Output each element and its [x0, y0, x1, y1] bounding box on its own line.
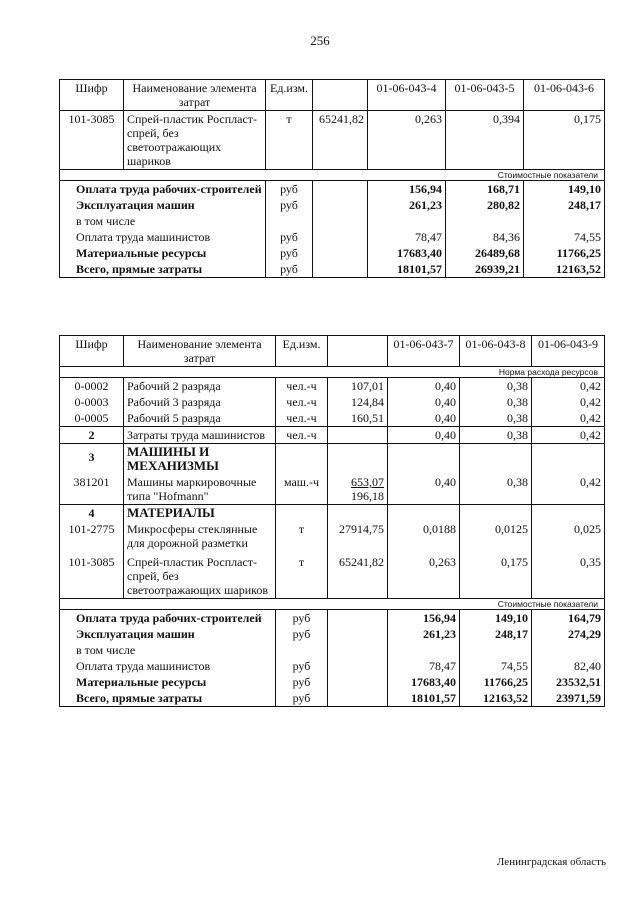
- cost-value-3: 11766,25: [524, 245, 605, 261]
- row-value-3: 0,35: [532, 551, 605, 599]
- row-price: 107,01: [328, 378, 388, 395]
- table-row: [60, 474, 605, 505]
- cost-unit: руб: [266, 245, 313, 261]
- cost-value-2: 26939,21: [446, 261, 524, 278]
- row-code: 101-3085: [60, 551, 124, 599]
- item-code: 101-3085: [60, 111, 124, 170]
- item-unit: т: [266, 111, 313, 170]
- table-row: [60, 111, 605, 170]
- row-unit: чел.-ч: [276, 378, 328, 395]
- cost-name: в том числе: [60, 642, 276, 658]
- cost-name: Оплата труда машинистов: [60, 658, 276, 674]
- row-value-2: 0,175: [460, 551, 532, 599]
- table-row: [60, 551, 605, 599]
- cost-name: Всего, прямые затраты: [60, 261, 266, 278]
- row-name: Затраты труда машинистов: [124, 427, 276, 444]
- header-price: [313, 80, 368, 111]
- section-row: [60, 444, 605, 475]
- row-price-2: 196,18: [351, 489, 384, 503]
- section-row: [60, 505, 605, 522]
- cost-name: Оплата труда машинистов: [60, 229, 266, 245]
- row-value-1: 0,40: [388, 427, 460, 444]
- cost-unit: руб: [276, 626, 328, 642]
- cost-row: [60, 245, 605, 261]
- row-code: 0-0002: [60, 378, 124, 395]
- cost-value-1: 156,94: [388, 610, 460, 627]
- cost-name: в том числе: [60, 213, 266, 229]
- row-name: Рабочий 2 разряда: [124, 378, 276, 395]
- cost-unit: руб: [276, 610, 328, 627]
- cost-name: Оплата труда рабочих-строителей: [60, 610, 276, 627]
- cost-name: Эксплуатация машин: [60, 197, 266, 213]
- section-note: Стоимостные показатели: [60, 599, 605, 610]
- item-value-3: 0,175: [524, 111, 605, 170]
- cost-value-3: 248,17: [524, 197, 605, 213]
- row-unit: чел.-ч: [276, 394, 328, 410]
- header-col-1: 01-06-043-4: [368, 80, 446, 111]
- cost-unit: руб: [276, 690, 328, 707]
- cost-unit: руб: [276, 674, 328, 690]
- row-value-1: 0,40: [388, 410, 460, 427]
- row-unit: т: [276, 521, 328, 551]
- header-col-1: 01-06-043-7: [388, 336, 460, 367]
- item-price: 65241,82: [313, 111, 368, 170]
- cost-table-2: [59, 335, 605, 707]
- row-value-2: 0,38: [460, 394, 532, 410]
- row-price: 27914,75: [328, 521, 388, 551]
- cost-value-3: 23532,51: [532, 674, 605, 690]
- cost-name: Материальные ресурсы: [60, 674, 276, 690]
- cost-unit: руб: [266, 229, 313, 245]
- page-number: 256: [310, 33, 330, 48]
- row-value-2: 0,38: [460, 410, 532, 427]
- item-value-1: 0,263: [368, 111, 446, 170]
- table-row: [60, 410, 605, 427]
- row-value-3: 0,42: [532, 410, 605, 427]
- row-value-3: 0,42: [532, 394, 605, 410]
- section-code: 3: [60, 444, 124, 475]
- cost-value-1: 156,94: [368, 181, 446, 198]
- row-value-1: 0,0188: [388, 521, 460, 551]
- row-price: [328, 474, 388, 505]
- table-row: [60, 394, 605, 410]
- footer-region: Ленинградская область: [496, 856, 606, 868]
- cost-row: [60, 213, 605, 229]
- header-col-3: 01-06-043-6: [524, 80, 605, 111]
- row-value-1: 0,40: [388, 474, 460, 505]
- cost-value-1: 78,47: [388, 658, 460, 674]
- cost-value-3: 82,40: [532, 658, 605, 674]
- section-note: Стоимостные показатели: [60, 170, 605, 181]
- cost-row: [60, 626, 605, 642]
- header-code: Шифр: [60, 80, 124, 111]
- header-col-2: 01-06-043-5: [446, 80, 524, 111]
- row-code: 0-0003: [60, 394, 124, 410]
- cost-unit: руб: [266, 261, 313, 278]
- table-row: [60, 427, 605, 444]
- cost-row: [60, 658, 605, 674]
- cost-value-1: 261,23: [368, 197, 446, 213]
- row-value-3: 0,42: [532, 378, 605, 395]
- row-code: 381201: [60, 474, 124, 505]
- section-code: 4: [60, 505, 124, 522]
- cost-value-1: 17683,40: [368, 245, 446, 261]
- cost-row: [60, 261, 605, 278]
- cost-unit: руб: [276, 658, 328, 674]
- cost-value-2: 12163,52: [460, 690, 532, 707]
- cost-value-2: 74,55: [460, 658, 532, 674]
- row-code: 0-0005: [60, 410, 124, 427]
- cost-value-1: 261,23: [388, 626, 460, 642]
- row-name: Спрей-пластик Роспласт-спрей, без светоотражающих шариков: [124, 551, 276, 599]
- row-value-1: 0,40: [388, 394, 460, 410]
- cost-row: [60, 610, 605, 627]
- item-name: Спрей-пластик Роспласт-спрей, без светоотражающих шариков: [124, 111, 266, 170]
- row-value-2: 0,38: [460, 474, 532, 505]
- cost-value-2: 248,17: [460, 626, 532, 642]
- row-price: 160,51: [328, 410, 388, 427]
- cost-value-2: 11766,25: [460, 674, 532, 690]
- row-price: [328, 427, 388, 444]
- table-row: [60, 521, 605, 551]
- cost-value-2: 280,82: [446, 197, 524, 213]
- header-name: Наименование элемента затрат: [124, 336, 276, 367]
- cost-unit: руб: [266, 181, 313, 198]
- cost-value-2: 84,36: [446, 229, 524, 245]
- row-name: Рабочий 5 разряда: [124, 410, 276, 427]
- cost-value-2: 149,10: [460, 610, 532, 627]
- cost-table-1: [59, 79, 605, 278]
- cost-value-3: 164,79: [532, 610, 605, 627]
- row-price-1: 653,07: [351, 475, 384, 489]
- table-header-row: [60, 80, 605, 111]
- cost-row: [60, 642, 605, 658]
- cost-row: [60, 197, 605, 213]
- row-value-1: 0,263: [388, 551, 460, 599]
- cost-value-1: 18101,57: [388, 690, 460, 707]
- row-value-1: 0,40: [388, 378, 460, 395]
- item-value-2: 0,394: [446, 111, 524, 170]
- header-price: [328, 336, 388, 367]
- row-value-2: 0,38: [460, 378, 532, 395]
- cost-name: Материальные ресурсы: [60, 245, 266, 261]
- cost-row: [60, 181, 605, 198]
- row-value-3: 0,025: [532, 521, 605, 551]
- cost-name: Оплата труда рабочих-строителей: [60, 181, 266, 198]
- cost-value-2: 168,71: [446, 181, 524, 198]
- table-header-row: [60, 336, 605, 367]
- row-code: 101-2775: [60, 521, 124, 551]
- row-value-2: 0,0125: [460, 521, 532, 551]
- header-code: Шифр: [60, 336, 124, 367]
- header-col-3: 01-06-043-9: [532, 336, 605, 367]
- cost-row: [60, 229, 605, 245]
- row-price: 65241,82: [328, 551, 388, 599]
- cost-name: Всего, прямые затраты: [60, 690, 276, 707]
- cost-name: Эксплуатация машин: [60, 626, 276, 642]
- cost-row: [60, 674, 605, 690]
- row-value-2: 0,38: [460, 427, 532, 444]
- header-col-2: 01-06-043-8: [460, 336, 532, 367]
- row-code: 2: [60, 427, 124, 444]
- row-value-3: 0,42: [532, 474, 605, 505]
- cost-value-1: 78,47: [368, 229, 446, 245]
- cost-value-3: 12163,52: [524, 261, 605, 278]
- row-unit: чел.-ч: [276, 427, 328, 444]
- cost-value-2: 26489,68: [446, 245, 524, 261]
- row-unit: т: [276, 551, 328, 599]
- header-unit: Ед.изм.: [276, 336, 328, 367]
- header-unit: Ед.изм.: [266, 80, 313, 111]
- row-name: Микросферы стеклянные для дорожной разметки: [124, 521, 276, 551]
- section-title: МАШИНЫ И МЕХАНИЗМЫ: [124, 444, 276, 475]
- table-row: [60, 378, 605, 395]
- cost-value-1: 17683,40: [388, 674, 460, 690]
- cost-value-3: 149,10: [524, 181, 605, 198]
- cost-value-3: 74,55: [524, 229, 605, 245]
- cost-row: [60, 690, 605, 707]
- norm-note: Норма расхода ресурсов: [60, 367, 605, 378]
- row-unit: чел.-ч: [276, 410, 328, 427]
- header-name: Наименование элемента затрат: [124, 80, 266, 111]
- row-name: Машины маркировочные типа "Hofmann": [124, 474, 276, 505]
- cost-value-3: 274,29: [532, 626, 605, 642]
- row-price: 124,84: [328, 394, 388, 410]
- cost-unit: руб: [266, 197, 313, 213]
- row-name: Рабочий 3 разряда: [124, 394, 276, 410]
- section-title: МАТЕРИАЛЫ: [124, 505, 276, 522]
- row-value-3: 0,42: [532, 427, 605, 444]
- row-unit: маш.-ч: [276, 474, 328, 505]
- cost-value-1: 18101,57: [368, 261, 446, 278]
- cost-value-3: 23971,59: [532, 690, 605, 707]
